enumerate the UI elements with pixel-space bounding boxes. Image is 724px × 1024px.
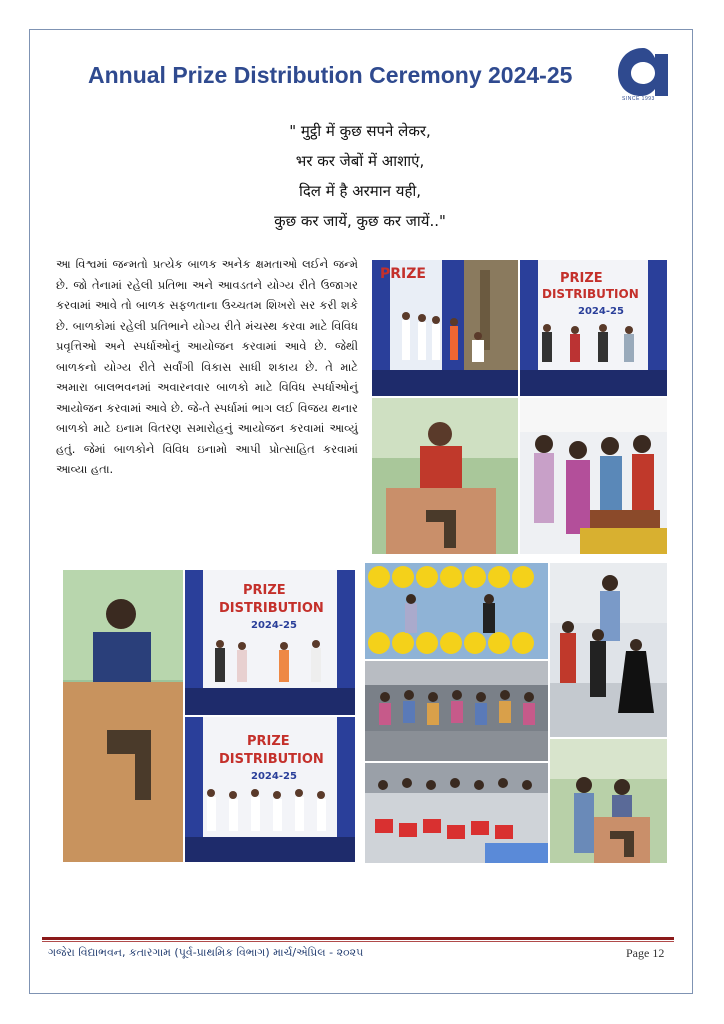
- banner-text: PRIZE: [247, 734, 290, 749]
- body-paragraph: આ વિશ્વમાં જન્મતો પ્રત્યેક બાળક અનેક ક્ષમતાઓ લઈને જન્મે છે. જો તેનામાં રહેલી પ્રતિભા અને આવડતને યોગ્ય રીતે ઉજાગર કરવામાં આવે તો બાળક સફળતાના ઉચ્ચતમ શિખરો સર કરી શકે છે. બાળકોમાં રહેલી પ્રતિભાને યોગ્ય રીતે મંચસ્થ કરવા માટે વિવિધ પ્રવૃત્તિઓ અને સ્પર્ધાઓનું આયોજન કરવામાં આવે છે. જેથી બાળકનો યોગ્ય રીતે સર્વાંગી વિકાસ સાધી શકાય છે. તે માટે અમારા બાલભવનમાં અવારનવાર બાળકો માટે વિવિધ સ્પર્ધાઓનું આયોજન કરવામાં આવે છે. જે-તે સ્પર્ધામાં ભાગ લઈ વિજય થનાર બાળકો માટે ઇનામ વિતરણ સમારોહનું આયોજન કરવામાં આવ્યું હતું. જેમાં બાળકોને વિવિધ ઇનામો આપી પ્રોત્સાહિત કરવામાં આવ્યા હતા.: [56, 257, 358, 476]
- poem: [210, 116, 510, 236]
- banner-text: PRIZE: [243, 583, 286, 598]
- banner-text: DISTRIBUTION: [219, 752, 324, 767]
- photo-speaker-podium: [372, 398, 518, 554]
- poem-line: " मुट्ठी में कुछ सपने लेकर,: [289, 122, 431, 140]
- photo-audience-2: [365, 763, 548, 863]
- banner-text: DISTRIBUTION: [542, 287, 639, 301]
- footer-rule: [42, 937, 674, 940]
- poem-line: भर कर जेबों में आशाएं,: [295, 152, 425, 170]
- banner-text: PRIZE: [380, 266, 426, 282]
- banner-text: DISTRIBUTION: [219, 601, 324, 616]
- page-title: Annual Prize Distribution Ceremony 2024-25: [88, 62, 573, 88]
- photo-emoji-backdrop: [365, 563, 548, 659]
- page-number: Page 12: [626, 946, 665, 960]
- school-logo-icon: [614, 44, 672, 102]
- photo-stage-kids-3: [185, 570, 355, 715]
- photo-lamp-lighting: [520, 398, 667, 554]
- banner-text: 2024-25: [251, 620, 297, 631]
- poem-line: दिल में है अरमान यही,: [298, 182, 422, 200]
- banner-text: PRIZE: [560, 271, 603, 286]
- photo-podium-guests: [550, 739, 667, 863]
- logo-tagline: SINCE 1993: [622, 96, 655, 102]
- footer-rule-thin: [42, 941, 674, 942]
- photo-kids-posing: [550, 563, 667, 737]
- photo-anchor-mic: [63, 570, 183, 862]
- poem-line: कुछ कर जायें, कुछ कर जायें..": [274, 212, 446, 230]
- banner-text: 2024-25: [578, 306, 624, 317]
- photo-stage-kids-2: [520, 260, 667, 396]
- footer-school-name: ગજેરા વિદ્યાભવન, કતારગામ (પૂર્વ-પ્રાથમિક વિભાગ) માર્ચ/એપ્રિલ - ૨૦૨૫: [48, 946, 364, 959]
- photo-audience-1: [365, 661, 548, 761]
- photo-stage-dance-1: [372, 260, 518, 396]
- banner-text: 2024-25: [251, 771, 297, 782]
- photo-stage-dance-4: [185, 717, 355, 862]
